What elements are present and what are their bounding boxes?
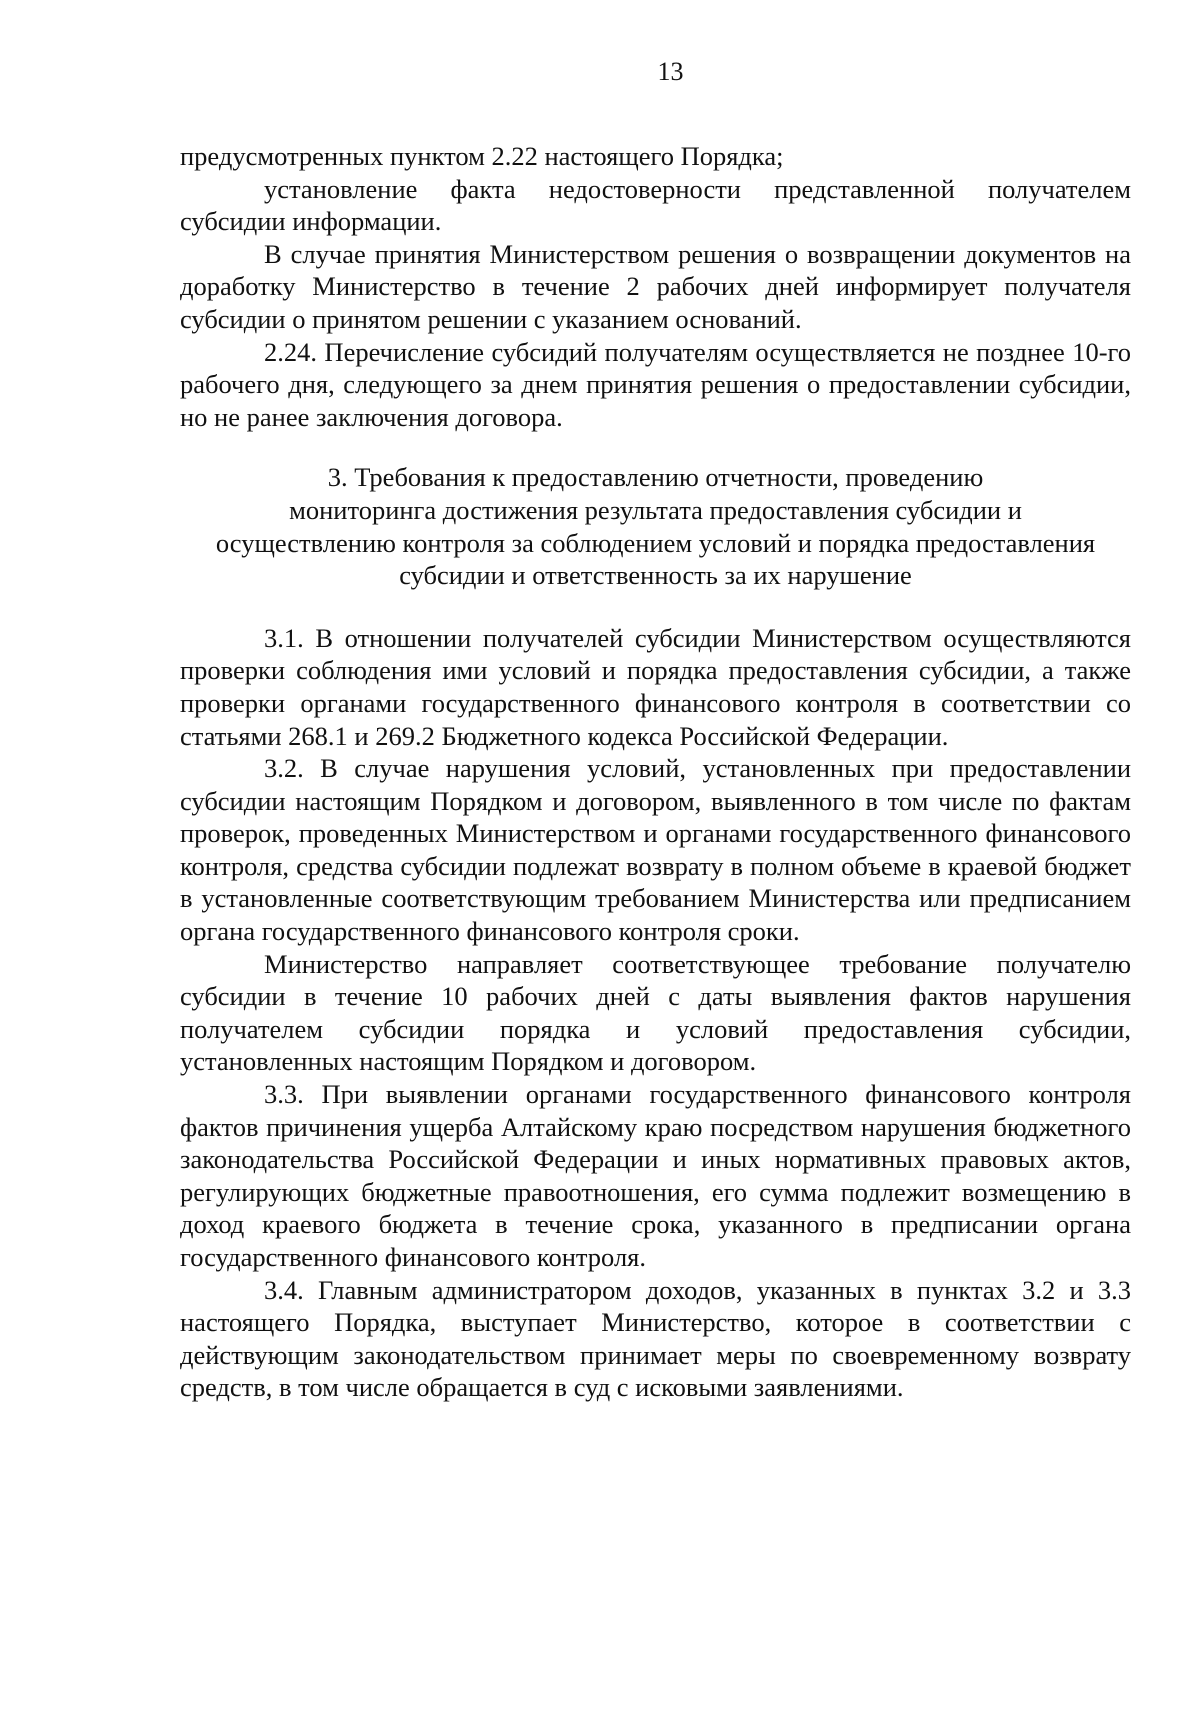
section-heading-line: осуществлению контроля за соблюдением условий и порядка предоставления bbox=[215, 527, 1096, 558]
section-heading-line: субсидии и ответственность за их нарушение bbox=[399, 560, 912, 591]
paragraph-3-1: 3.1. В отношении получателей субсидии Министерством осуществляются проверки соблюдения ими условий и порядка предоставления субсидии, а также проверки органами государственного финансового контроля в соответствии со статьями 268.1 и 269.2 Бюджетного кодекса Российской Федерации. bbox=[180, 622, 1131, 751]
document-body bbox=[180, 140, 1131, 1404]
section-heading-line: мониторинга достижения результата предоставления субсидии и bbox=[289, 494, 1022, 525]
paragraph-3-3: 3.3. При выявлении органами государственного финансового контроля фактов причинения ущерба Алтайскому краю посредством нарушения бюджетного законодательства Российской Федерации и иных нормативных правовых актов, регулирующих бюджетные правоотношения, его сумма подлежит возмещению в доход краевого бюджета в течение срока, указанного в предписании органа государственного финансового контроля. bbox=[180, 1079, 1131, 1272]
paragraph-2-24: 2.24. Перечисление субсидий получателям осуществляется не позднее 10-го рабочего дня, следующего за днем принятия решения о предоставлении субсидии, но не ранее заключения договора. bbox=[180, 336, 1131, 432]
page-number: 13 bbox=[657, 57, 684, 86]
paragraph-continuation: предусмотренных пунктом 2.22 настоящего Порядка; bbox=[180, 141, 784, 171]
paragraph-unreliable-info: установление факта недостоверности представленной получателем субсидии информации. bbox=[180, 173, 1131, 237]
paragraph-ministry-demand: Министерство направляет соответствующее требование получателю субсидии в течение 10 рабочих дней с даты выявления фактов нарушения получателем субсидии порядка и условий предоставления субсидии, установленных настоящим Порядком и договором. bbox=[180, 948, 1131, 1077]
section-heading bbox=[180, 461, 1131, 591]
paragraph-3-2: 3.2. В случае нарушения условий, установленных при предоставлении субсидии настоящим Порядком и договором, выявленного в том числе по фактам проверок, проведенных Министерством и органами государственного финансового контроля, средства субсидии подлежат возврату в полном объеме в краевой бюджет в установленные соответствующим требованием Министерства или предписанием органа государственного финансового контроля сроки. bbox=[180, 753, 1131, 947]
paragraph-3-4: 3.4. Главным администратором доходов, указанных в пунктах 3.2 и 3.3 настоящего Порядка, выступает Министерство, которое в соответствии с действующим законодательством принимает меры по своевременному возврату средств, в том числе обращается в суд с исковыми заявлениями. bbox=[180, 1274, 1131, 1403]
section-heading-line: 3. Требования к предоставлению отчетности, проведению bbox=[327, 462, 984, 493]
paragraph-return-documents: В случае принятия Министерством решения о возвращении документов на доработку Министерство в течение 2 рабочих дней информирует получателя субсидии о принятом решении с указанием оснований. bbox=[180, 238, 1131, 334]
